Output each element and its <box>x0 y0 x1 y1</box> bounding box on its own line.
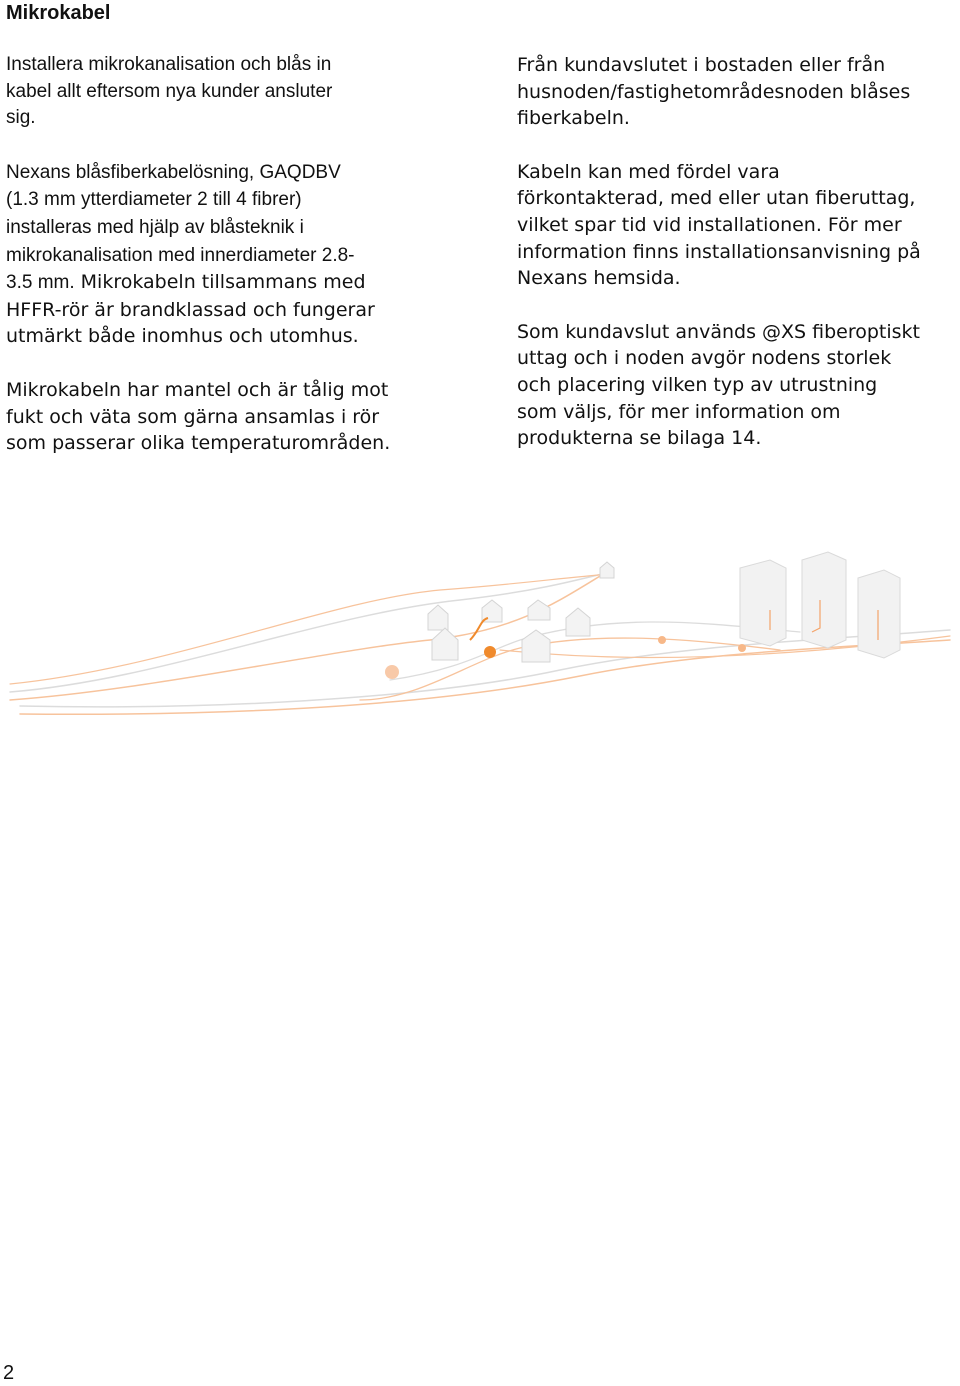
paragraph-gaqdbv <box>6 159 446 350</box>
house-icon <box>428 562 614 662</box>
left-column <box>6 52 446 484</box>
paragraph-gaqdbv-rest: Mikrokabeln tillsammans med HFFR-rör är brandklassad och fungerar utmärkt både inomhus och utomhus. <box>6 271 375 348</box>
right-column <box>517 52 957 479</box>
page-number: 2 <box>3 1362 15 1384</box>
fiber-network-illustration <box>0 540 960 730</box>
paragraph-mantel: Mikrokabeln har mantel och är tålig mot fukt och väta som gärna ansamlas i rör som passerar olika temperaturområden. <box>6 378 391 455</box>
paragraph-blowing: Från kundavslutet i bostaden eller från husnoden/fastighetområdesnoden blåses fiberkabeln. <box>517 54 911 130</box>
paragraph-intro: Installera mikrokanalisation och blås in kabel allt eftersom nya kunder ansluter sig. <box>6 54 333 129</box>
paragraph-gaqdbv-spec: Nexans blåsfiberkabelösning, GAQDBV (1.3 mm ytterdiameter 2 till 4 fibrer) installeras med hjälp av blåsteknik i mikrokanalisation med innerdiameter 2.8- 3.5 mm. <box>6 161 355 294</box>
paragraph-customer-outlet: Som kundavslut används @XS fiberoptiskt uttag och i noden avgör nodens storlek och placering vilken typ av utrustning som väljs, för mer information om produkterna se bilaga 14. <box>517 320 920 450</box>
page-title: Mikrokabel <box>6 2 111 24</box>
paragraph-preconnectorized: Kabeln kan med fördel vara förkontakterad, med eller utan fiberuttag, vilket spar tid vid installationen. För mer information finns installationsanvisning på Nexans hemsida. <box>517 160 921 290</box>
